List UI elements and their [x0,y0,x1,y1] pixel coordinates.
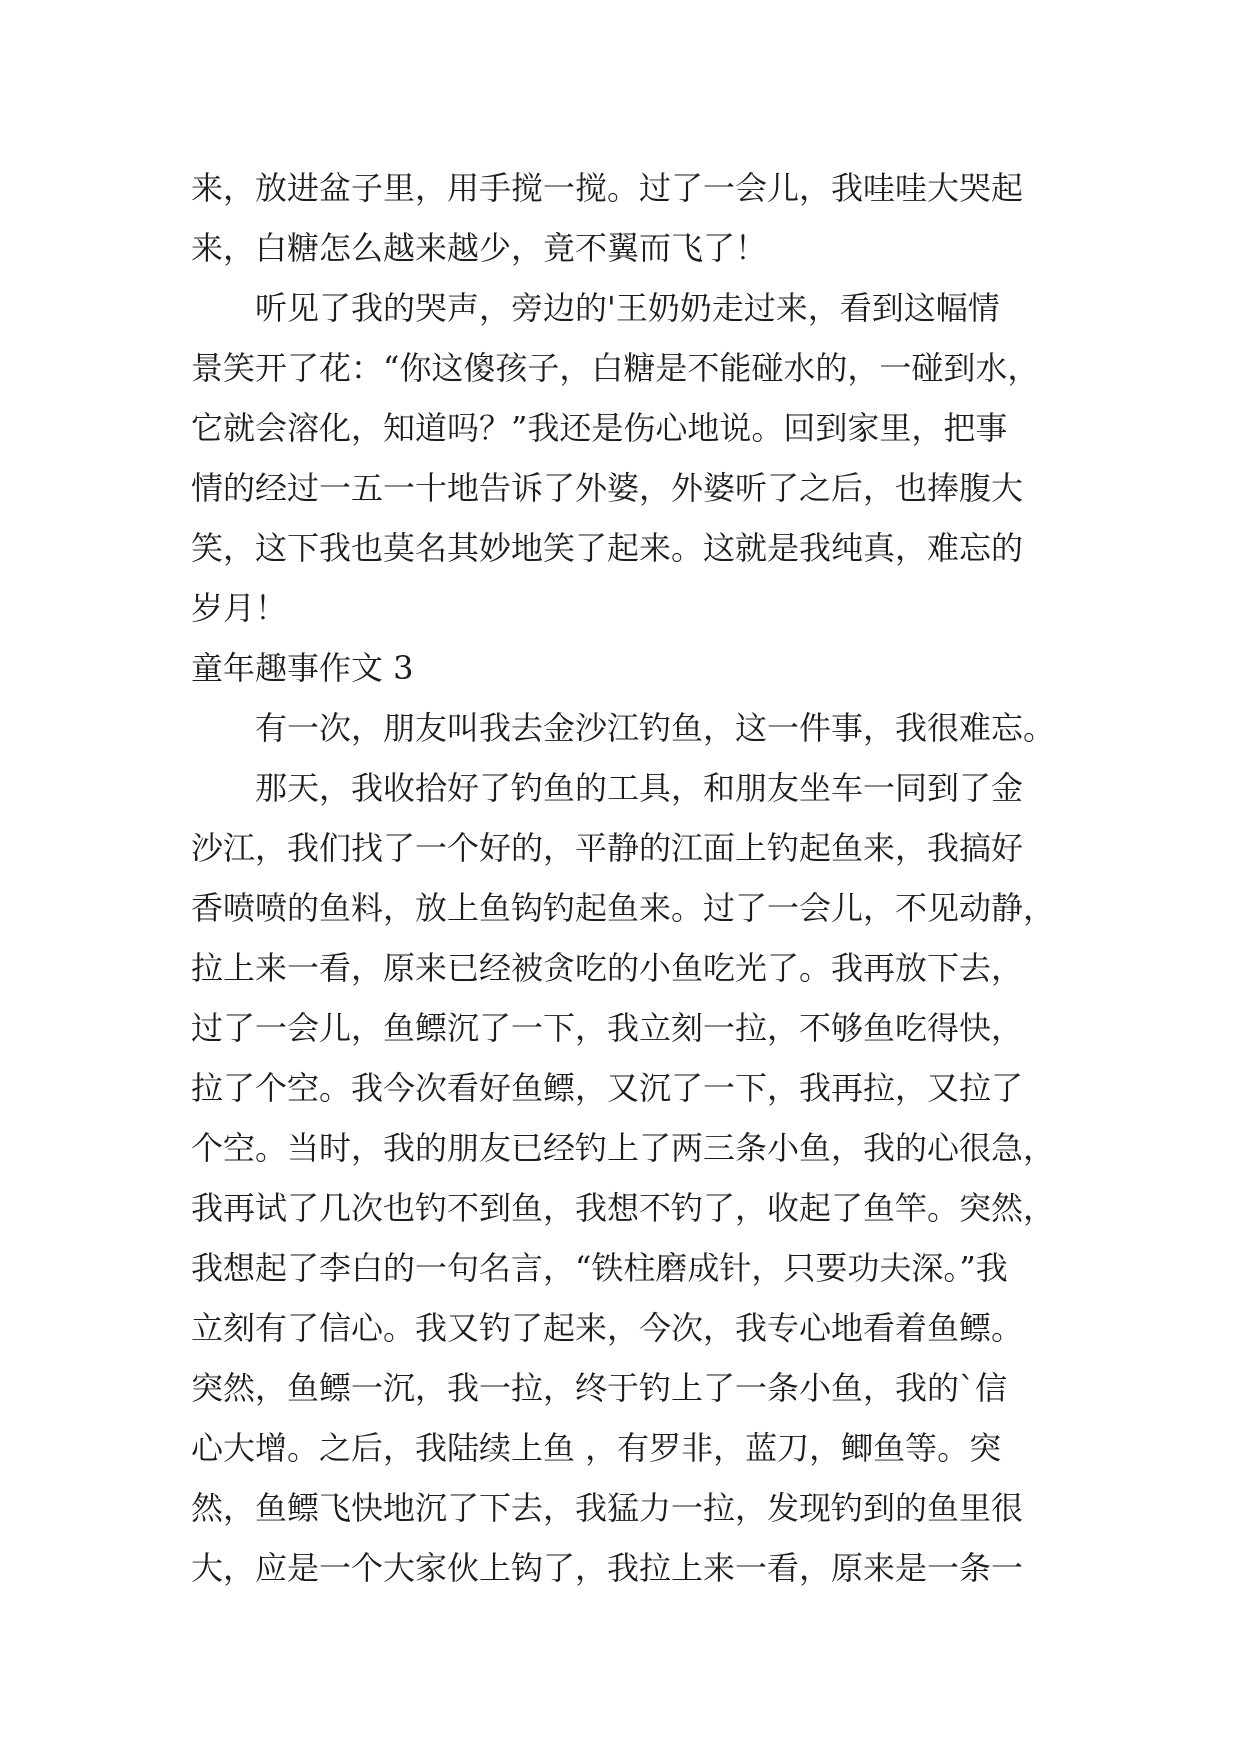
text-line: 拉了个空。我今次看好鱼鳔，又沉了一下，我再拉，又拉了 [191,1069,1024,1107]
text-line: 香喷喷的鱼料，放上鱼钩钓起鱼来。过了一会儿，不见动静， [191,889,1056,927]
text-line: 拉上来一看，原来已经被贪吃的小鱼吃光了。我再放下去， [191,949,1024,987]
text-line: 过了一会儿，鱼鳔沉了一下，我立刻一拉，不够鱼吃得快， [191,1009,1024,1047]
text-line: 笑，这下我也莫名其妙地笑了起来。这就是我纯真，难忘的 [191,529,1024,567]
text-line: 来，放进盆子里，用手搅一搅。过了一会儿，我哇哇大哭起 [191,169,1024,207]
section-heading: 童年趣事作文 3 [191,649,414,687]
text-line: 有一次，朋友叫我去金沙江钓鱼，这一件事，我很难忘。 [255,709,1056,747]
text-line: 立刻有了信心。我又钓了起来，今次，我专心地看着鱼鳔。 [191,1309,1024,1347]
text-line: 景笑开了花：“你这傻孩子，白糖是不能碰水的，一碰到水， [191,349,1040,387]
text-line: 听见了我的哭声，旁边的'王奶奶走过来，看到这幅情 [255,289,1000,327]
text-line: 岁月！ [191,589,288,627]
text-line: 那天，我收拾好了钓鱼的工具，和朋友坐车一同到了金 [255,769,1024,807]
text-line: 来，白糖怎么越来越少，竟不翼而飞了！ [191,229,768,267]
text-line: 我再试了几次也钓不到鱼，我想不钓了，收起了鱼竿。突然， [191,1189,1056,1227]
text-line: 心大增。之后，我陆续上鱼 ，有罗非，蓝刀，鲫鱼等。突 [191,1429,1002,1467]
text-line: 它就会溶化，知道吗？”我还是伤心地说。回到家里，把事 [191,409,1008,447]
text-line: 然，鱼鳔飞快地沉了下去，我猛力一拉，发现钓到的鱼里很 [191,1489,1024,1527]
text-line: 大，应是一个大家伙上钩了，我拉上来一看，原来是一条一 [191,1549,1024,1587]
text-line: 突然，鱼鳔一沉，我一拉，终于钓上了一条小鱼，我的`信 [191,1369,1008,1407]
text-line: 个空。当时，我的朋友已经钓上了两三条小鱼，我的心很急， [191,1129,1056,1167]
text-line: 沙江，我们找了一个好的，平静的江面上钓起鱼来，我搞好 [191,829,1024,867]
text-line: 我想起了李白的一句名言，“铁柱磨成针，只要功夫深。”我 [191,1249,1008,1287]
text-line: 情的经过一五一十地告诉了外婆，外婆听了之后，也捧腹大 [191,469,1024,507]
document-body [191,158,1061,1598]
